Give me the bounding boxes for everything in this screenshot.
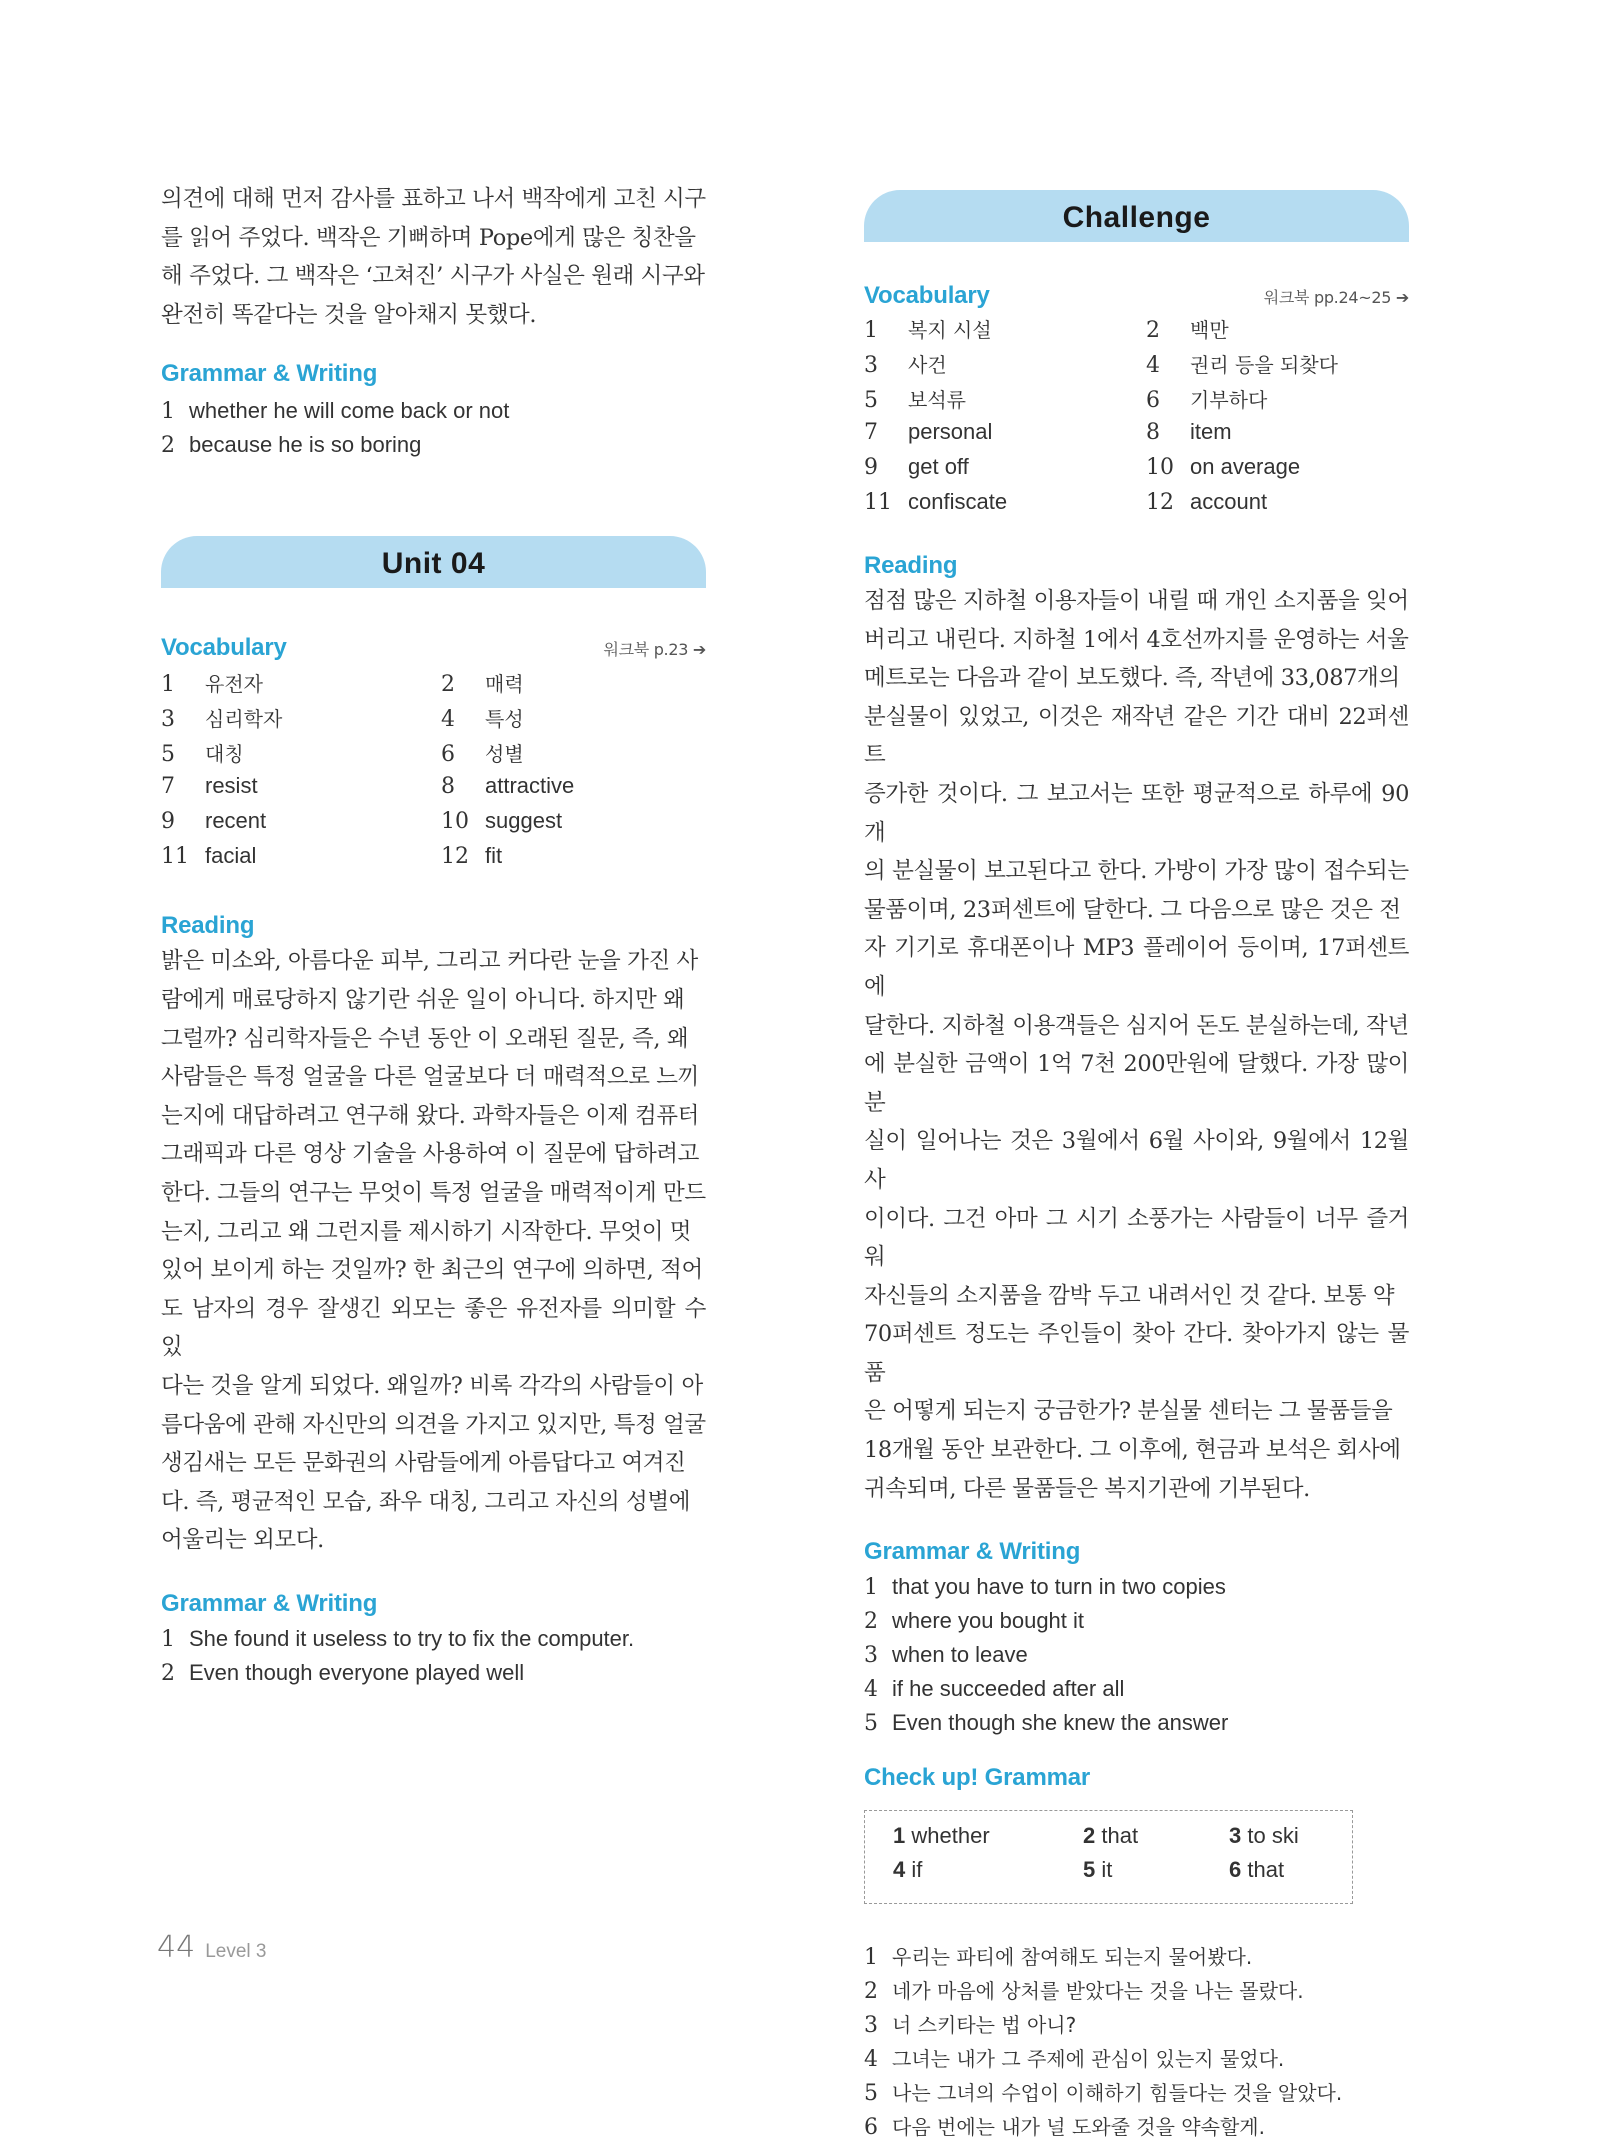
text-line: 의 분실물이 보고된다고 한다. 가방이 가장 많이 접수되는 — [864, 858, 1409, 885]
vocab-number: 8 — [441, 774, 455, 800]
item-answer: where you bought it — [892, 1608, 1085, 1634]
vocab-item — [441, 843, 502, 869]
right-column — [864, 190, 1409, 2144]
checkup-answer-box — [864, 1810, 1353, 1904]
vocab-row — [864, 314, 1409, 349]
reading-paragraph — [864, 582, 1409, 1508]
grammar-writing-list — [161, 394, 706, 462]
vocabulary-heading: Vocabulary — [864, 282, 990, 309]
vocab-answer: on average — [1190, 454, 1301, 479]
checkup-number: 5 — [1083, 1857, 1096, 1883]
vocab-item — [1146, 314, 1229, 343]
vocab-number: 4 — [441, 707, 455, 733]
vocab-answer: attractive — [485, 773, 575, 799]
vocab-row — [161, 808, 706, 843]
checkup-item — [1083, 1823, 1138, 1849]
text-line: 생김새는 모든 문화권의 사람들에게 아름답다고 여겨진 — [161, 1450, 686, 1477]
vocab-item — [864, 489, 1007, 515]
vocab-answer: facial — [205, 843, 257, 869]
list-item — [864, 2042, 1409, 2076]
text-line: 있어 보이게 하는 것일까? 한 최근의 연구에 의하면, 적어 — [161, 1257, 703, 1284]
list-item — [864, 2110, 1409, 2144]
vocab-number: 3 — [161, 707, 175, 733]
item-answer: if he succeeded after all — [892, 1676, 1125, 1702]
vocab-item — [441, 808, 562, 834]
text-line: 다. 즉, 평균적인 모습, 좌우 대칭, 그리고 자신의 성별에 — [161, 1488, 691, 1515]
item-number: 1 — [864, 1575, 878, 1601]
item-number: 3 — [864, 1643, 878, 1669]
vocab-answer: 심리학자 — [205, 707, 283, 732]
vocab-item — [441, 703, 524, 732]
item-answer: because he is so boring — [189, 432, 422, 458]
list-item — [161, 1656, 706, 1690]
text-line: 완전히 똑같다는 것을 알아채지 못했다. — [161, 301, 537, 328]
text-line: 람에게 매료당하지 않기란 쉬운 일이 아니다. 하지만 왜 — [161, 986, 685, 1013]
text-line: 자 기기로 휴대폰이나 MP3 플레이어 등이며, 17퍼센트에 — [864, 935, 1409, 1000]
list-item — [864, 1672, 1409, 1706]
vocab-answer: confiscate — [908, 489, 1008, 514]
vocab-answer: item — [1190, 419, 1232, 444]
item-number: 4 — [864, 1677, 878, 1703]
vocabulary-grid — [864, 314, 1409, 524]
vocab-number: 11 — [864, 490, 892, 515]
text-line: 자신들의 소지품을 깜박 두고 내려서인 것 같다. 보통 약 — [864, 1282, 1395, 1309]
item-answer: when to leave — [892, 1642, 1028, 1668]
item-number: 2 — [864, 1979, 878, 2005]
text-line: 분실물이 있었고, 이것은 재작년 같은 기간 대비 22퍼센트 — [864, 703, 1409, 769]
text-line: 의견에 대해 먼저 감사를 표하고 나서 백작에게 고친 시구 — [161, 186, 706, 212]
list-item — [161, 428, 706, 462]
list-item — [864, 1604, 1409, 1638]
vocab-answer: 사건 — [908, 353, 947, 377]
vocab-number: 1 — [864, 318, 878, 343]
item-number: 6 — [864, 2115, 878, 2141]
list-item — [864, 2008, 1409, 2042]
vocab-item — [864, 314, 992, 343]
checkup-item — [893, 1823, 990, 1849]
vocab-item — [864, 419, 992, 445]
vocab-item — [1146, 489, 1267, 515]
vocab-answer: 성별 — [485, 742, 524, 767]
item-answer: whether he will come back or not — [189, 398, 510, 424]
vocab-number: 9 — [161, 809, 175, 835]
vocab-answer: 유전자 — [205, 672, 263, 697]
vocab-item — [1146, 349, 1338, 378]
vocab-number: 2 — [441, 672, 455, 698]
vocab-number: 5 — [161, 742, 175, 768]
checkup-answer: that — [1247, 1857, 1285, 1883]
grammar-writing-heading: Grammar & Writing — [161, 360, 378, 388]
item-answer: She found it useless to try to fix the computer. — [189, 1625, 635, 1651]
text-line: 한다. 그들의 연구는 무엇이 특정 얼굴을 매력적이게 만드 — [161, 1179, 706, 1206]
unit-banner: Unit 04 — [161, 536, 706, 588]
vocab-number: 4 — [1146, 353, 1160, 378]
checkup-grammar-heading: Check up! Grammar — [864, 1764, 1091, 1792]
text-line: 증가한 것이다. 그 보고서는 또한 평균적으로 하루에 90개 — [864, 780, 1409, 846]
text-line: 해 주었다. 그 백작은 ‘고쳐진’ 시구가 사실은 원래 시구와 — [161, 263, 705, 290]
checkup-answer: if — [911, 1857, 923, 1883]
vocab-item — [441, 773, 574, 799]
grammar-writing-list — [161, 1622, 706, 1690]
item-number: 2 — [864, 1609, 878, 1635]
vocab-answer: 보석류 — [908, 388, 966, 412]
text-line: 이이다. 그건 아마 그 시기 소풍가는 사람들이 너무 즐거워 — [864, 1205, 1409, 1271]
reading-paragraph — [161, 942, 706, 1560]
vocab-number: 6 — [441, 742, 455, 768]
text-line: 은 어떻게 되는지 궁금한가? 분실물 센터는 그 물품들을 — [864, 1398, 1393, 1425]
vocab-item — [161, 668, 263, 697]
vocab-row — [161, 843, 706, 878]
text-line: 실이 일어나는 것은 3월에서 6월 사이와, 9월에서 12월 사 — [864, 1128, 1409, 1193]
text-line: 물품이며, 23퍼센트에 달한다. 그 다음으로 많은 것은 전 — [864, 896, 1401, 923]
checkup-item — [1083, 1857, 1112, 1883]
vocab-number: 8 — [1146, 420, 1160, 445]
text-line: 귀속되며, 다른 물품들은 복지기관에 기부된다. — [864, 1475, 1310, 1502]
vocab-answer: get off — [908, 454, 969, 479]
item-answer: Even though everyone played well — [189, 1659, 525, 1685]
vocab-answer: 대칭 — [205, 742, 244, 767]
checkup-row — [893, 1819, 1324, 1853]
item-answer: 다음 번에는 내가 널 도와줄 것을 약속할게. — [892, 2115, 1265, 2140]
vocab-number: 3 — [864, 353, 878, 378]
vocab-answer: recent — [205, 808, 267, 834]
vocab-row — [864, 384, 1409, 419]
text-line: 는지에 대답하려고 연구해 왔다. 과학자들은 이제 컴퓨터 — [161, 1102, 699, 1129]
item-number: 5 — [864, 2081, 878, 2107]
item-number: 4 — [864, 2047, 878, 2073]
checkup-number: 3 — [1229, 1823, 1242, 1849]
vocab-number: 1 — [161, 672, 175, 698]
vocab-answer: account — [1190, 489, 1268, 514]
text-line: 도 남자의 경우 잘생긴 외모는 좋은 유전자를 의미할 수 있 — [161, 1295, 706, 1361]
list-item — [864, 1638, 1409, 1672]
vocabulary-header — [161, 634, 706, 662]
vocab-number: 12 — [441, 844, 469, 870]
vocab-answer: resist — [205, 773, 258, 799]
text-line: 다는 것을 알게 되었다. 왜일까? 비록 각각의 사람들이 아 — [161, 1372, 703, 1399]
vocab-row — [864, 349, 1409, 384]
text-line: 어울리는 외모다. — [161, 1527, 324, 1554]
text-line: 점점 많은 지하철 이용자들이 내릴 때 개인 소지품을 잊어 — [864, 588, 1409, 614]
vocab-number: 10 — [441, 809, 469, 835]
vocab-item — [161, 738, 244, 767]
vocab-answer: 기부하다 — [1190, 388, 1268, 412]
grammar-writing-list — [864, 1570, 1409, 1740]
vocab-answer: 백만 — [1190, 318, 1229, 342]
checkup-answer: to ski — [1247, 1823, 1299, 1849]
vocab-number: 7 — [864, 420, 878, 445]
vocab-item — [864, 384, 966, 413]
item-number: 1 — [864, 1945, 878, 1971]
item-number: 1 — [161, 1626, 175, 1652]
vocab-row — [864, 419, 1409, 454]
challenge-banner: Challenge — [864, 190, 1409, 242]
vocab-number: 11 — [161, 844, 189, 870]
item-number: 5 — [864, 1711, 878, 1737]
item-answer: that you have to turn in two copies — [892, 1574, 1226, 1600]
vocab-item — [161, 773, 258, 799]
text-line: 그럴까? 심리학자들은 수년 동안 이 오래된 질문, 즉, 왜 — [161, 1025, 689, 1052]
vocab-item — [161, 843, 256, 869]
level-label: Level 3 — [205, 1941, 267, 1962]
vocab-row — [161, 773, 706, 808]
text-line: 를 읽어 주었다. 백작은 기뻐하며 Pope에게 많은 칭찬을 — [161, 224, 696, 251]
vocab-item — [441, 738, 524, 767]
checkup-number: 2 — [1083, 1823, 1096, 1849]
intro-paragraph — [161, 180, 706, 334]
text-line: 18개월 동안 보관한다. 그 이후에, 현금과 보석은 회사에 — [864, 1437, 1401, 1464]
vocab-item — [864, 349, 947, 378]
checkup-number: 4 — [893, 1857, 906, 1883]
vocabulary-header — [864, 282, 1409, 310]
checkup-answer: that — [1101, 1823, 1139, 1849]
checkup-number: 1 — [893, 1823, 906, 1849]
item-answer: 그녀는 내가 그 주제에 관심이 있는지 물었다. — [892, 2047, 1285, 2072]
item-number: 3 — [864, 2013, 878, 2039]
vocab-row — [161, 703, 706, 738]
page-number: 44 — [157, 1930, 196, 1965]
checkup-answer: it — [1101, 1857, 1113, 1883]
vocab-number: 10 — [1146, 455, 1174, 480]
vocab-item — [1146, 454, 1300, 480]
checkup-answer: whether — [911, 1823, 990, 1849]
vocab-item — [161, 703, 282, 732]
text-line: 에 분실한 금액이 1억 7천 200만원에 달했다. 가장 많이 분 — [864, 1051, 1409, 1116]
list-item — [161, 1622, 706, 1656]
vocab-answer: 복지 시설 — [908, 318, 992, 342]
list-item — [864, 2076, 1409, 2110]
left-column — [161, 180, 706, 1690]
item-answer: 나는 그녀의 수업이 이해하기 힘들다는 것을 알았다. — [892, 2081, 1343, 2106]
text-line: 사람들은 특정 얼굴을 다른 얼굴보다 더 매력적으로 느끼 — [161, 1064, 699, 1091]
reading-heading: Reading — [864, 552, 958, 579]
vocab-row — [864, 454, 1409, 489]
workbook-reference: 워크북 p.23 ➔ — [603, 640, 706, 660]
vocab-number: 12 — [1146, 490, 1174, 515]
item-number: 2 — [161, 433, 175, 459]
vocab-number: 9 — [864, 455, 878, 480]
workbook-reference: 워크북 pp.24~25 ➔ — [1263, 288, 1409, 307]
vocab-answer: personal — [908, 419, 993, 444]
text-line: 는지, 그리고 왜 그런지를 제시하기 시작한다. 무엇이 멋 — [161, 1218, 692, 1245]
vocab-item — [441, 668, 524, 697]
vocab-number: 6 — [1146, 388, 1160, 413]
vocab-item — [864, 454, 969, 480]
text-line: 버리고 내린다. 지하철 1에서 4호선까지를 운영하는 서울 — [864, 626, 1409, 653]
checkup-number: 6 — [1229, 1857, 1242, 1883]
vocab-row — [161, 738, 706, 773]
grammar-writing-heading: Grammar & Writing — [161, 1589, 378, 1617]
text-line: 밝은 미소와, 아름다운 피부, 그리고 커다란 눈을 가진 사 — [161, 948, 698, 975]
list-item — [864, 1706, 1409, 1740]
vocab-number: 2 — [1146, 318, 1160, 343]
grammar-writing-heading: Grammar & Writing — [864, 1538, 1081, 1566]
item-answer: Even though she knew the answer — [892, 1710, 1229, 1736]
vocab-item — [1146, 419, 1232, 445]
vocabulary-grid — [161, 668, 706, 878]
vocab-row — [864, 489, 1409, 524]
item-answer: 너 스키타는 법 아니? — [892, 2013, 1077, 2038]
checkup-item — [1229, 1823, 1299, 1849]
vocab-number: 7 — [161, 774, 175, 800]
vocabulary-heading: Vocabulary — [161, 634, 287, 662]
item-answer: 네가 마음에 상처를 받았다는 것을 나는 몰랐다. — [892, 1979, 1304, 2004]
vocab-item — [1146, 384, 1267, 413]
vocab-answer: 매력 — [485, 672, 524, 697]
vocab-answer: 특성 — [485, 707, 524, 732]
vocab-row — [161, 668, 706, 703]
item-answer: 우리는 파티에 참여해도 되는지 물어봤다. — [892, 1945, 1253, 1970]
vocab-answer: suggest — [485, 808, 563, 834]
vocab-answer: fit — [485, 843, 503, 869]
checkup-item — [1229, 1857, 1284, 1883]
translation-list — [864, 1940, 1409, 2144]
list-item — [161, 394, 706, 428]
checkup-item — [893, 1857, 922, 1883]
item-number: 2 — [161, 1660, 175, 1686]
vocab-item — [161, 808, 266, 834]
item-number: 1 — [161, 399, 175, 425]
reading-heading: Reading — [161, 912, 255, 940]
list-item — [864, 1570, 1409, 1604]
text-line: 메트로는 다음과 같이 보도했다. 즉, 작년에 33,087개의 — [864, 665, 1400, 692]
checkup-row — [893, 1853, 1324, 1887]
text-line: 달한다. 지하철 이용객들은 심지어 돈도 분실하는데, 작년 — [864, 1012, 1409, 1039]
list-item — [864, 1974, 1409, 2008]
text-line: 름다움에 관해 자신만의 의견을 가지고 있지만, 특정 얼굴 — [161, 1411, 706, 1438]
text-line: 70퍼센트 정도는 주인들이 찾아 간다. 찾아가지 않는 물품 — [864, 1321, 1409, 1386]
text-line: 그래픽과 다른 영상 기술을 사용하여 이 질문에 답하려고 — [161, 1141, 699, 1168]
vocab-answer: 권리 등을 되찾다 — [1190, 353, 1338, 377]
list-item — [864, 1940, 1409, 1974]
vocab-number: 5 — [864, 388, 878, 413]
page-footer — [157, 1930, 266, 1965]
